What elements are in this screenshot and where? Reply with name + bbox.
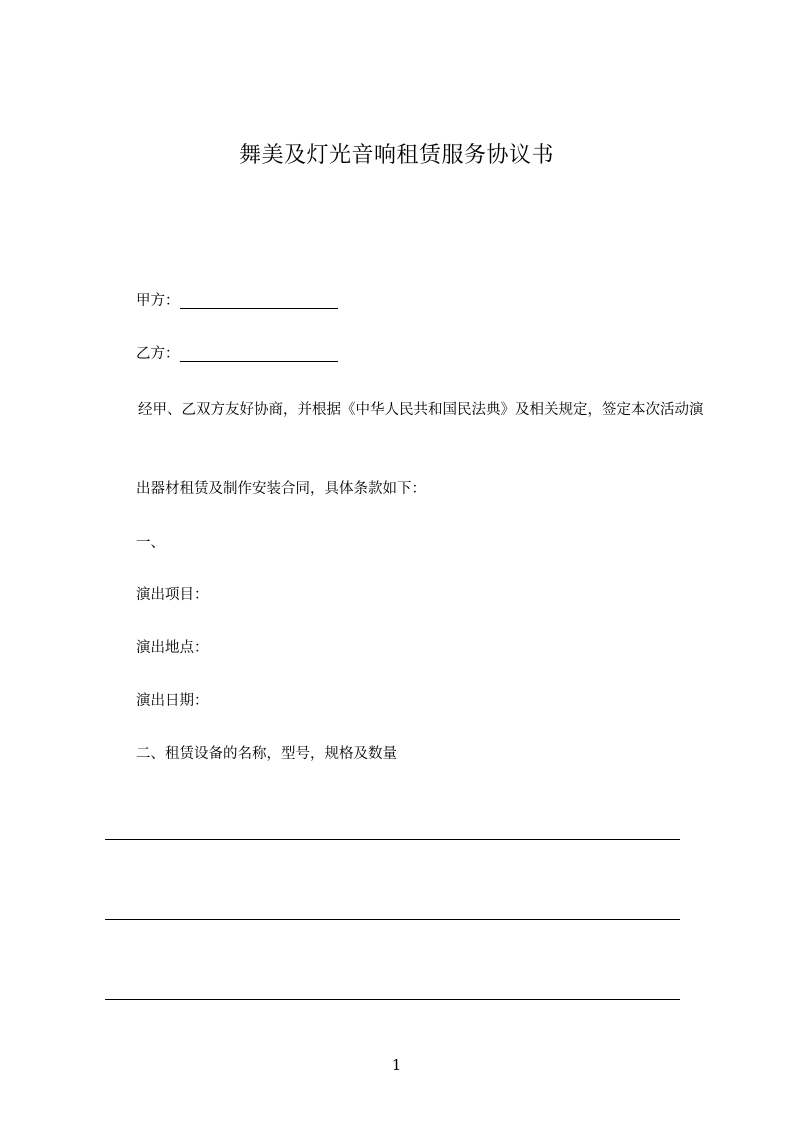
party-a-label: 甲方： bbox=[136, 293, 180, 309]
section-two-heading: 二、租赁设备的名称，型号，规格及数量 bbox=[136, 746, 397, 762]
party-a-blank[interactable] bbox=[180, 292, 338, 309]
section-one-heading: 一、 bbox=[136, 535, 165, 551]
party-b-line bbox=[136, 343, 338, 365]
party-b-label: 乙方： bbox=[136, 346, 180, 362]
equipment-fill-line-1[interactable] bbox=[105, 839, 680, 840]
page-title: 舞美及灯光音响租赁服务协议书 bbox=[238, 143, 554, 168]
performance-project-label: 演出项目： bbox=[136, 587, 209, 603]
intro-text-line1: 经甲、乙双方友好协商，并根据《中华人民共和国民法典》及相关规定，签定本次活动演 bbox=[138, 402, 704, 418]
performance-location-label: 演出地点： bbox=[136, 640, 209, 656]
performance-date-label: 演出日期： bbox=[136, 693, 209, 709]
party-a-line bbox=[136, 290, 338, 312]
page-number: 1 bbox=[391, 1056, 402, 1074]
equipment-fill-line-3[interactable] bbox=[105, 999, 680, 1000]
party-b-blank[interactable] bbox=[180, 345, 338, 362]
intro-text-line2: 出器材租赁及制作安装合同，具体条款如下： bbox=[136, 481, 426, 497]
equipment-fill-line-2[interactable] bbox=[105, 919, 680, 920]
intro-paragraph bbox=[105, 399, 705, 421]
